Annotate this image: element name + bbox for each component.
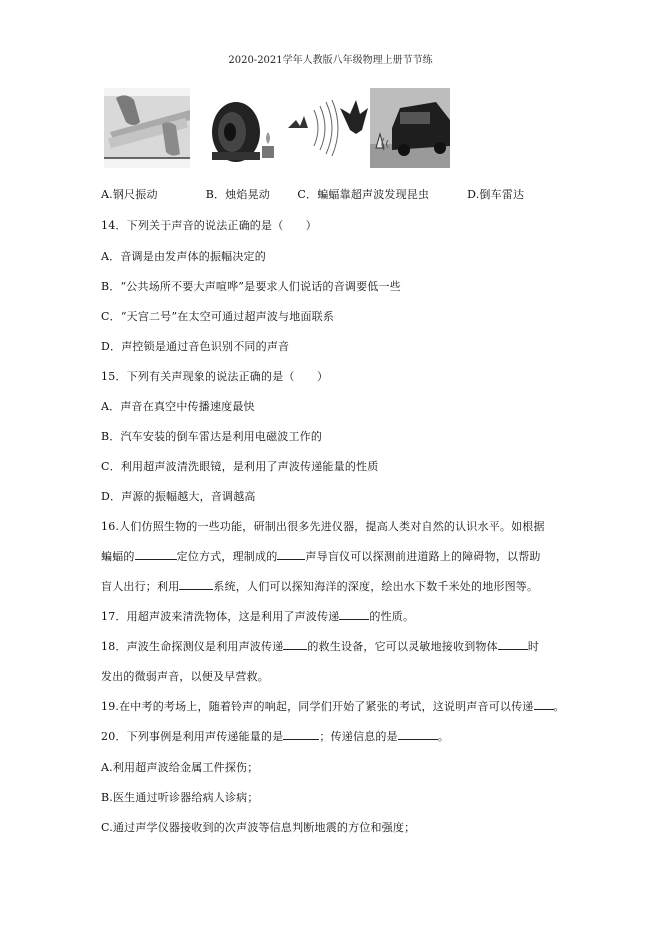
q20-option-b: B.医生通过听诊器给病人诊病； (101, 791, 259, 804)
q13-options (101, 186, 524, 202)
q16-line3 (101, 578, 538, 594)
bat-ultrasound-image (284, 88, 370, 168)
q18-blank-1[interactable] (283, 639, 307, 650)
page-header: 2020-2021学年人教版八年级物理上册节节练 (228, 55, 433, 66)
q17-text-b: 的性质。 (369, 610, 415, 623)
q16-text-a: 蝙蝠的 (101, 550, 135, 563)
q15-option-c: C．利用超声波清洗眼镜，是利用了声波传递能量的性质 (101, 460, 379, 473)
q17-text-a: 17．用超声波来清洗物体，这是利用了声波传递 (101, 610, 340, 623)
q13-option-b: B．烛焰晃动 (205, 188, 270, 201)
figure-strip (104, 88, 449, 168)
q20-blank-1[interactable] (283, 729, 319, 740)
q20-option-c: C.通过声学仪器接收到的次声波等信息判断地震的方位和强度； (101, 821, 416, 834)
ruler-vibration-image (104, 88, 190, 168)
q16-line2 (101, 548, 541, 564)
q20-blank-2[interactable] (398, 729, 438, 740)
q15-stem: 15．下列有关声现象的说法正确的是（ ） (101, 370, 329, 383)
q16-text-e: 系统，人们可以探知海洋的深度，绘出水下数千米处的地形图等。 (213, 580, 539, 593)
q17-blank[interactable] (339, 609, 369, 620)
q13-option-d: D.倒车雷达 (467, 188, 525, 201)
q20-text-b: ；传递信息的是 (319, 730, 398, 743)
q18-text-b: 的救生设备，它可以灵敏地接收到物体 (307, 640, 498, 653)
q19-text-b: 。 (553, 700, 565, 713)
q16-blank-3[interactable] (179, 579, 213, 590)
q19-text-a: 19.在中考的考场上，随着铃声的响起，同学们开始了紧张的考试，这说明声音可以传递 (101, 700, 534, 713)
q18-line1 (101, 638, 539, 654)
q19 (101, 698, 565, 714)
q18-line2: 发出的微弱声音，以便及早营救。 (101, 670, 269, 683)
q16-text-d: 盲人出行；利用 (101, 580, 180, 593)
q16-blank-1[interactable] (135, 549, 177, 560)
q13-option-c: C．蝙蝠靠超声波发现昆虫 (297, 188, 430, 201)
q18-blank-2[interactable] (498, 639, 528, 650)
q14-option-d: D．声控锁是通过音色识别不同的声音 (101, 340, 290, 353)
q16-text-b: 定位方式，理制成的 (176, 550, 278, 563)
q16-text-c: 声导盲仪可以探测前进道路上的障碍物，以帮助 (305, 550, 541, 563)
q18-text-c: 时 (527, 640, 540, 653)
q16-blank-2[interactable] (277, 549, 305, 560)
q15-option-b: B．汽车安装的倒车雷达是利用电磁波工作的 (101, 430, 323, 443)
q20-text-a: 20．下列事例是利用声传递能量的是 (101, 730, 284, 743)
q19-blank[interactable] (534, 699, 554, 710)
q15-option-a: A．声音在真空中传播速度最快 (101, 400, 255, 413)
q20-stem (101, 728, 449, 744)
q18-text-a: 18．声波生命探测仪是利用声波传递 (101, 640, 284, 653)
q15-option-d: D．声源的振幅越大，音调越高 (101, 490, 256, 503)
q14-option-b: B．“公共场所不要大声喧哗”是要求人们说话的音调要低一些 (101, 280, 401, 293)
q16-line1: 16.人们仿照生物的一些功能，研制出很多先进仪器，提高人类对自然的认识水平。如根据 (101, 520, 545, 533)
q14-option-c: C．“天宫二号”在太空可通过超声波与地面联系 (101, 310, 335, 323)
q20-text-c: 。 (437, 730, 450, 743)
q17 (101, 608, 414, 624)
q13-option-a: A.钢尺振动 (101, 188, 158, 201)
q14-option-a: A．音调是由发声体的振幅决定的 (101, 250, 266, 263)
q14-stem: 14．下列关于声音的说法正确的是（ ） (101, 219, 317, 232)
speaker-candle-image (206, 88, 280, 168)
reversing-radar-image (370, 88, 450, 168)
q20-option-a: A.利用超声波给金属工件探伤； (101, 761, 259, 774)
